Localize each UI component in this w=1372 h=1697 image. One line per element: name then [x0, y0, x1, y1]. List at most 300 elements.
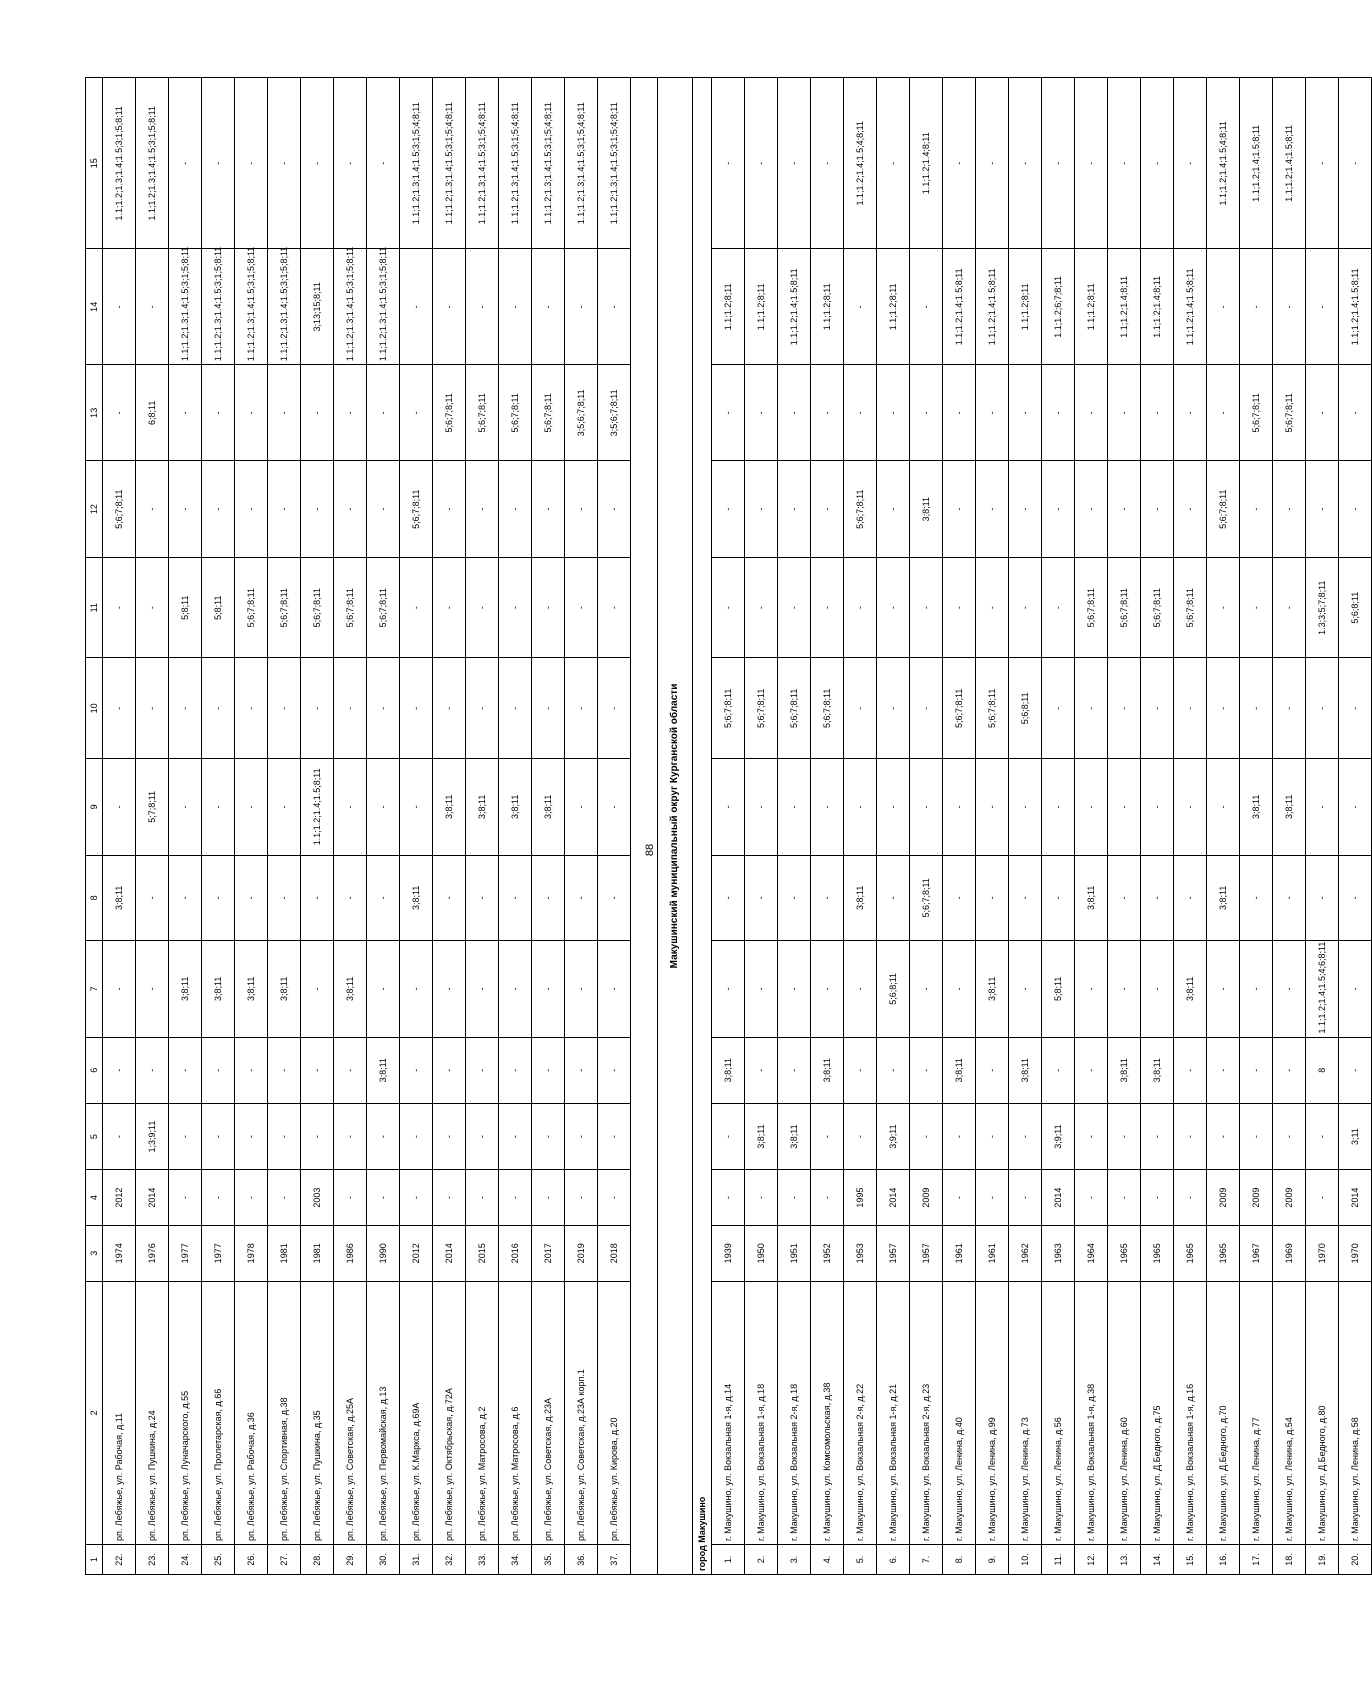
header-cell-7: 7 [86, 941, 103, 1037]
table-row [1042, 78, 1075, 1575]
table-cell: - [169, 1037, 202, 1103]
table-cell: - [466, 1170, 499, 1226]
table-cell: - [1042, 461, 1075, 557]
table-cell: 13. [1108, 1545, 1141, 1575]
address-cell: г. Макушино, ул. Д.Бедного, д.75 [1141, 1281, 1174, 1544]
table-cell: 5;6;7;8;11 [1174, 557, 1207, 658]
table-cell: - [1108, 78, 1141, 249]
table-cell: - [877, 855, 910, 941]
address-cell: г. Макушино, ул. Ленина, д.58 [1339, 1281, 1372, 1544]
table-row [367, 78, 400, 1575]
table-cell: - [1306, 1103, 1339, 1169]
blank-cell [631, 78, 658, 1575]
table-cell: 1957 [910, 1225, 943, 1281]
table-cell: 2014 [1339, 1170, 1372, 1226]
table-cell: - [1009, 365, 1042, 461]
table-cell: 5;6;7;8;11 [910, 855, 943, 941]
table-cell: 3;8;11 [910, 461, 943, 557]
table-cell: - [1009, 557, 1042, 658]
table-cell: - [1207, 1103, 1240, 1169]
table-cell: 2. [745, 1545, 778, 1575]
table-row [778, 78, 811, 1575]
table-cell: - [202, 1170, 235, 1226]
table-cell: - [103, 365, 136, 461]
section-title: Макушинский муниципальный округ Курганской области [658, 78, 693, 1575]
table-cell: 8 [1306, 1037, 1339, 1103]
table-cell: - [1306, 658, 1339, 759]
table-cell: - [1075, 78, 1108, 249]
table-cell: 17. [1240, 1545, 1273, 1575]
table-cell: 25. [202, 1545, 235, 1575]
address-cell: рп. Лебяжье, ул. Советская, д.23А корп.1 [565, 1281, 598, 1544]
table-cell: 1.1;1.2;1.3;1.4;1.5;3;1;5;4;8;11 [532, 78, 565, 249]
table-cell: - [169, 759, 202, 855]
table-cell: 24. [169, 1545, 202, 1575]
table-cell: 1981 [268, 1225, 301, 1281]
table-cell: 1951 [778, 1225, 811, 1281]
table-cell: - [1339, 1037, 1372, 1103]
table-cell: - [1240, 855, 1273, 941]
table-cell: - [367, 461, 400, 557]
address-cell: рп. Лебяжье, ул. Пролетарская, д.66 [202, 1281, 235, 1544]
table-cell: 1962 [1009, 1225, 1042, 1281]
table-cell: - [565, 249, 598, 365]
table-cell: - [811, 461, 844, 557]
table-cell: - [334, 1103, 367, 1169]
table-cell: - [811, 557, 844, 658]
table-cell: - [1108, 461, 1141, 557]
table-row [499, 78, 532, 1575]
table-cell: - [499, 1103, 532, 1169]
table-cell: 1.1;1.2;1.3;1.4;1.5;3;1;5;4;8;11 [400, 78, 433, 249]
table-cell: 1970 [1339, 1225, 1372, 1281]
table-cell: - [877, 365, 910, 461]
table-cell: - [712, 461, 745, 557]
table-cell: - [103, 941, 136, 1037]
table-cell: - [466, 1037, 499, 1103]
table-row [1141, 78, 1174, 1575]
table-cell: - [976, 461, 1009, 557]
table-cell: - [778, 759, 811, 855]
address-cell: г. Макушино, ул. Вокзальная 1-я, д.14 [712, 1281, 745, 1544]
table-cell: 1.1;1.2;1.4;1.5;8;11 [943, 249, 976, 365]
table-cell: 5;6;8;11 [877, 941, 910, 1037]
table-cell: - [136, 461, 169, 557]
table-cell: 1986 [334, 1225, 367, 1281]
table-row [910, 78, 943, 1575]
table-cell: 1.1;1.2;1.4;1.5;4;6;8;11 [1306, 941, 1339, 1037]
table-cell: 3;11 [1339, 1103, 1372, 1169]
table-cell: - [202, 365, 235, 461]
table-cell: - [532, 461, 565, 557]
table-cell: - [103, 1103, 136, 1169]
table-cell: - [712, 941, 745, 1037]
table-row [1075, 78, 1108, 1575]
table-cell: - [598, 557, 631, 658]
table-cell: - [1207, 941, 1240, 1037]
table-cell: - [598, 461, 631, 557]
table-cell: - [334, 658, 367, 759]
table-cell: - [943, 759, 976, 855]
address-cell: рп. Лебяжье, ул. Советская, д.23А [532, 1281, 565, 1544]
table-cell: 16. [1207, 1545, 1240, 1575]
table-cell: - [1009, 461, 1042, 557]
table-cell: - [1042, 1037, 1075, 1103]
table-cell: 2009 [1240, 1170, 1273, 1226]
table-cell: - [1108, 1170, 1141, 1226]
table-cell: - [877, 461, 910, 557]
table-cell: - [334, 78, 367, 249]
table-cell: - [1174, 1037, 1207, 1103]
table-cell: 1981 [301, 1225, 334, 1281]
table-cell: - [844, 759, 877, 855]
table-cell: 3;8;11 [103, 855, 136, 941]
table-cell: 1963 [1042, 1225, 1075, 1281]
table-cell: - [301, 78, 334, 249]
table-cell: 1.1;1.2;1.3;1.4;1.5;3;1;5;4;8;11 [598, 78, 631, 249]
rotated-page [85, 77, 1360, 1575]
table-cell: 1974 [103, 1225, 136, 1281]
table-cell: 22. [103, 1545, 136, 1575]
table-cell: 1.1;1.2;8;11 [1009, 249, 1042, 365]
table-row [811, 78, 844, 1575]
table-cell: - [1240, 461, 1273, 557]
table-cell: - [235, 461, 268, 557]
table-cell: - [745, 78, 778, 249]
table-cell: - [565, 557, 598, 658]
table-cell: - [169, 855, 202, 941]
table-cell: - [811, 1103, 844, 1169]
table-cell: - [235, 1037, 268, 1103]
table-cell: - [976, 557, 1009, 658]
table-cell: - [268, 365, 301, 461]
table-cell: - [745, 1037, 778, 1103]
table-cell: 5. [844, 1545, 877, 1575]
table-cell: - [268, 855, 301, 941]
table-cell: - [877, 658, 910, 759]
table-cell: - [1174, 1170, 1207, 1226]
table-cell: - [235, 658, 268, 759]
table-cell: - [400, 557, 433, 658]
table-cell: - [400, 1170, 433, 1226]
table-cell: - [466, 557, 499, 658]
table-cell: - [466, 658, 499, 759]
table-cell: - [565, 461, 598, 557]
table-row [565, 78, 598, 1575]
table-cell: - [745, 461, 778, 557]
table-cell: - [532, 855, 565, 941]
table-cell: - [1273, 941, 1306, 1037]
table-cell: 5;6;7;8;11 [235, 557, 268, 658]
table-cell: - [1273, 1037, 1306, 1103]
table-cell: - [136, 941, 169, 1037]
table-cell: - [877, 78, 910, 249]
table-cell: - [598, 759, 631, 855]
table-cell: - [1273, 855, 1306, 941]
table-row [334, 78, 367, 1575]
table-cell: 1.1;1.2;1.4;1.5;8;11 [976, 249, 1009, 365]
table-cell: - [499, 941, 532, 1037]
table-cell: 5;6;7;8;11 [712, 658, 745, 759]
table-cell: - [1240, 941, 1273, 1037]
table-cell: - [169, 461, 202, 557]
table-cell: - [1141, 941, 1174, 1037]
table-cell: - [532, 557, 565, 658]
table-cell: 33. [466, 1545, 499, 1575]
table-cell: 3;8;11 [466, 759, 499, 855]
table-cell: - [844, 1037, 877, 1103]
table-cell: - [943, 365, 976, 461]
table-cell: 1970 [1306, 1225, 1339, 1281]
table-cell: - [499, 461, 532, 557]
table-cell: - [301, 1037, 334, 1103]
table-cell: 1964 [1075, 1225, 1108, 1281]
table-cell: - [169, 658, 202, 759]
table-cell: 1965 [1108, 1225, 1141, 1281]
table-cell: - [1174, 658, 1207, 759]
table-row [532, 78, 565, 1575]
table-row [877, 78, 910, 1575]
header-cell-6: 6 [86, 1037, 103, 1103]
table-cell: 3;8;11 [745, 1103, 778, 1169]
table-cell: - [712, 1103, 745, 1169]
table-cell: - [433, 249, 466, 365]
table-cell: - [844, 249, 877, 365]
table-cell: - [1108, 855, 1141, 941]
table-cell: - [1042, 855, 1075, 941]
table-cell: - [499, 1170, 532, 1226]
table-cell: - [367, 941, 400, 1037]
address-cell: рп. Лебяжье, ул. Луначарского, д.55 [169, 1281, 202, 1544]
table-cell: - [103, 1037, 136, 1103]
table-cell: - [811, 1170, 844, 1226]
table-cell: 1.1;1.2;8;11 [877, 249, 910, 365]
table-cell: - [712, 1170, 745, 1226]
table-row [1240, 78, 1273, 1575]
header-cell-10: 10 [86, 658, 103, 759]
table-cell: - [712, 759, 745, 855]
header-cell-14: 14 [86, 249, 103, 365]
table-cell: - [811, 941, 844, 1037]
header-cell-15: 15 [86, 78, 103, 249]
table-cell: 2014 [877, 1170, 910, 1226]
table-cell: - [532, 1103, 565, 1169]
address-cell: г. Макушино, ул. Вокзальная 1-я, д.38 [1075, 1281, 1108, 1544]
table-cell: - [976, 78, 1009, 249]
table-cell: - [400, 658, 433, 759]
table-cell: 1976 [136, 1225, 169, 1281]
table-cell: 1.1;1.2;1.4;1.5;8;11 [1240, 78, 1273, 249]
table-cell: - [745, 759, 778, 855]
table-cell: - [943, 78, 976, 249]
table-cell: - [1075, 365, 1108, 461]
table-cell: - [532, 941, 565, 1037]
table-cell: 3;8;11 [1009, 1037, 1042, 1103]
address-cell: г. Макушино, ул. Ленина, д.99 [976, 1281, 1009, 1544]
address-cell: рп. Лебяжье, ул. Рабочая, д.36 [235, 1281, 268, 1544]
table-cell: - [1108, 941, 1141, 1037]
table-cell: 3;8;11 [169, 941, 202, 1037]
table-cell: - [778, 855, 811, 941]
table-cell: 3;8;11 [1174, 941, 1207, 1037]
table-cell: - [169, 1103, 202, 1169]
table-cell: 3;8;11 [268, 941, 301, 1037]
table-cell: 1.1;1.2;1.4;1.5;8;11 [1174, 249, 1207, 365]
table-cell: - [1009, 759, 1042, 855]
table-cell: - [844, 658, 877, 759]
table-cell: - [1075, 658, 1108, 759]
table-cell: - [301, 658, 334, 759]
table-cell: - [301, 855, 334, 941]
table-cell: 1967 [1240, 1225, 1273, 1281]
table-cell: 1.1;1.2;1.3;1.4;1.5;3;1;5;8;11 [235, 249, 268, 365]
table-cell: - [1042, 78, 1075, 249]
table-cell: - [1009, 78, 1042, 249]
table-cell: - [1306, 1170, 1339, 1226]
table-cell: - [1141, 365, 1174, 461]
table-cell: 5;6;7;8;11 [334, 557, 367, 658]
table-cell: - [1273, 461, 1306, 557]
table-cell: 32. [433, 1545, 466, 1575]
table-cell: - [499, 1037, 532, 1103]
table-cell: - [1207, 759, 1240, 855]
table-row [1009, 78, 1042, 1575]
table-cell: 11. [1042, 1545, 1075, 1575]
blank-row [631, 78, 658, 1575]
table-cell: - [598, 1037, 631, 1103]
table-cell: 1.1;1.2;1.4;1.5;8;11 [1339, 249, 1372, 365]
table-cell: 5;6;7;8;11 [745, 658, 778, 759]
table-cell: - [235, 78, 268, 249]
table-cell: - [334, 759, 367, 855]
table-cell: - [976, 1037, 1009, 1103]
table-row [103, 78, 136, 1575]
table-cell: 8. [943, 1545, 976, 1575]
table-cell: 1.1;1.2;1.3;1.4;1.5;3;1;5;8;11 [367, 249, 400, 365]
section-row [658, 78, 693, 1575]
table-cell: - [1042, 759, 1075, 855]
table-cell: - [202, 855, 235, 941]
table-cell: - [745, 557, 778, 658]
table-cell: 10. [1009, 1545, 1042, 1575]
table-cell: 3;8;11 [1207, 855, 1240, 941]
table-cell: - [301, 461, 334, 557]
table-cell: - [433, 1037, 466, 1103]
table-cell: - [202, 78, 235, 249]
table-cell: - [1141, 658, 1174, 759]
table-cell: 3;8;11 [943, 1037, 976, 1103]
table-cell: - [844, 557, 877, 658]
table-cell: 3;8;11 [778, 1103, 811, 1169]
table-cell: - [1042, 365, 1075, 461]
table-cell: 3;8;11 [976, 941, 1009, 1037]
table-cell: - [598, 941, 631, 1037]
table-cell: - [169, 1170, 202, 1226]
table-cell: 23. [136, 1545, 169, 1575]
table-cell: 5;6;7;8;11 [466, 365, 499, 461]
table-cell: 1.1;1.2;1.3;1.4;1.5;3;1;5;8;11 [136, 78, 169, 249]
address-cell: рп. Лебяжье, ул. Пушкина, д.35 [301, 1281, 334, 1544]
header-cell-12: 12 [86, 461, 103, 557]
table-cell: 3;8;11 [1075, 855, 1108, 941]
table-cell: 3;8;11 [1141, 1037, 1174, 1103]
table-cell: 2012 [103, 1170, 136, 1226]
table-row [301, 78, 334, 1575]
address-cell: г. Макушино, ул. Ленина, д.77 [1240, 1281, 1273, 1544]
table-cell: - [433, 941, 466, 1037]
table-cell: 3;5;6;7;8;11 [565, 365, 598, 461]
table-row [169, 78, 202, 1575]
table-cell: - [334, 855, 367, 941]
table-cell: - [910, 249, 943, 365]
table-cell: 1;3;9;11 [136, 1103, 169, 1169]
header-cell-9: 9 [86, 759, 103, 855]
table-cell: - [877, 759, 910, 855]
table-cell: - [433, 1170, 466, 1226]
table-cell: - [1075, 1170, 1108, 1226]
table-cell: 15. [1174, 1545, 1207, 1575]
table-cell: 1957 [877, 1225, 910, 1281]
table-cell: - [1306, 249, 1339, 365]
table-cell: - [745, 855, 778, 941]
table-cell: - [1339, 658, 1372, 759]
table-cell: - [1174, 1103, 1207, 1169]
table-cell: 6;8;11 [136, 365, 169, 461]
table-cell: 35. [532, 1545, 565, 1575]
table-cell: - [268, 759, 301, 855]
table-cell: 5;6;7;8;11 [811, 658, 844, 759]
table-cell: 3;8;11 [433, 759, 466, 855]
table-cell: - [433, 855, 466, 941]
table-cell: - [565, 658, 598, 759]
header-cell-5: 5 [86, 1103, 103, 1169]
table-cell: - [943, 855, 976, 941]
table-cell: - [400, 1037, 433, 1103]
table-cell: - [301, 365, 334, 461]
table-cell: - [433, 658, 466, 759]
table-cell: - [1075, 1037, 1108, 1103]
table-cell: - [598, 658, 631, 759]
table-cell: 5;8;11 [1042, 941, 1075, 1037]
table-cell: - [1174, 78, 1207, 249]
table-cell: - [202, 461, 235, 557]
table-cell: 1.1;1.2;8;11 [1075, 249, 1108, 365]
table-cell: - [136, 855, 169, 941]
table-cell: - [943, 557, 976, 658]
address-cell: рп. Лебяжье, ул. Спортивная, д.38 [268, 1281, 301, 1544]
table-cell: - [1108, 1103, 1141, 1169]
table-row [712, 78, 745, 1575]
table-cell: 1.1;1.2;1.4;8;11 [1108, 249, 1141, 365]
table-cell: 5;6;7;8;11 [1075, 557, 1108, 658]
table-cell: - [1339, 78, 1372, 249]
table-cell: 1961 [943, 1225, 976, 1281]
table-cell: 3;9;11 [1042, 1103, 1075, 1169]
table-cell: 5;6;7;8;11 [1240, 365, 1273, 461]
table-cell: 2012 [400, 1225, 433, 1281]
table-cell: - [235, 1103, 268, 1169]
table-cell: - [1141, 759, 1174, 855]
table-cell: - [400, 1103, 433, 1169]
header-cell-1: 1 [86, 1545, 103, 1575]
table-cell: 3;8;11 [532, 759, 565, 855]
table-cell: - [1240, 557, 1273, 658]
table-cell: 1.1;1.2;1.3;1.4;1.5;3;1;5;4;8;11 [499, 78, 532, 249]
table-cell: - [268, 78, 301, 249]
table-cell: - [976, 759, 1009, 855]
address-cell: г. Макушино, ул. Д.Бедного, д.70 [1207, 1281, 1240, 1544]
table-cell: - [910, 1037, 943, 1103]
